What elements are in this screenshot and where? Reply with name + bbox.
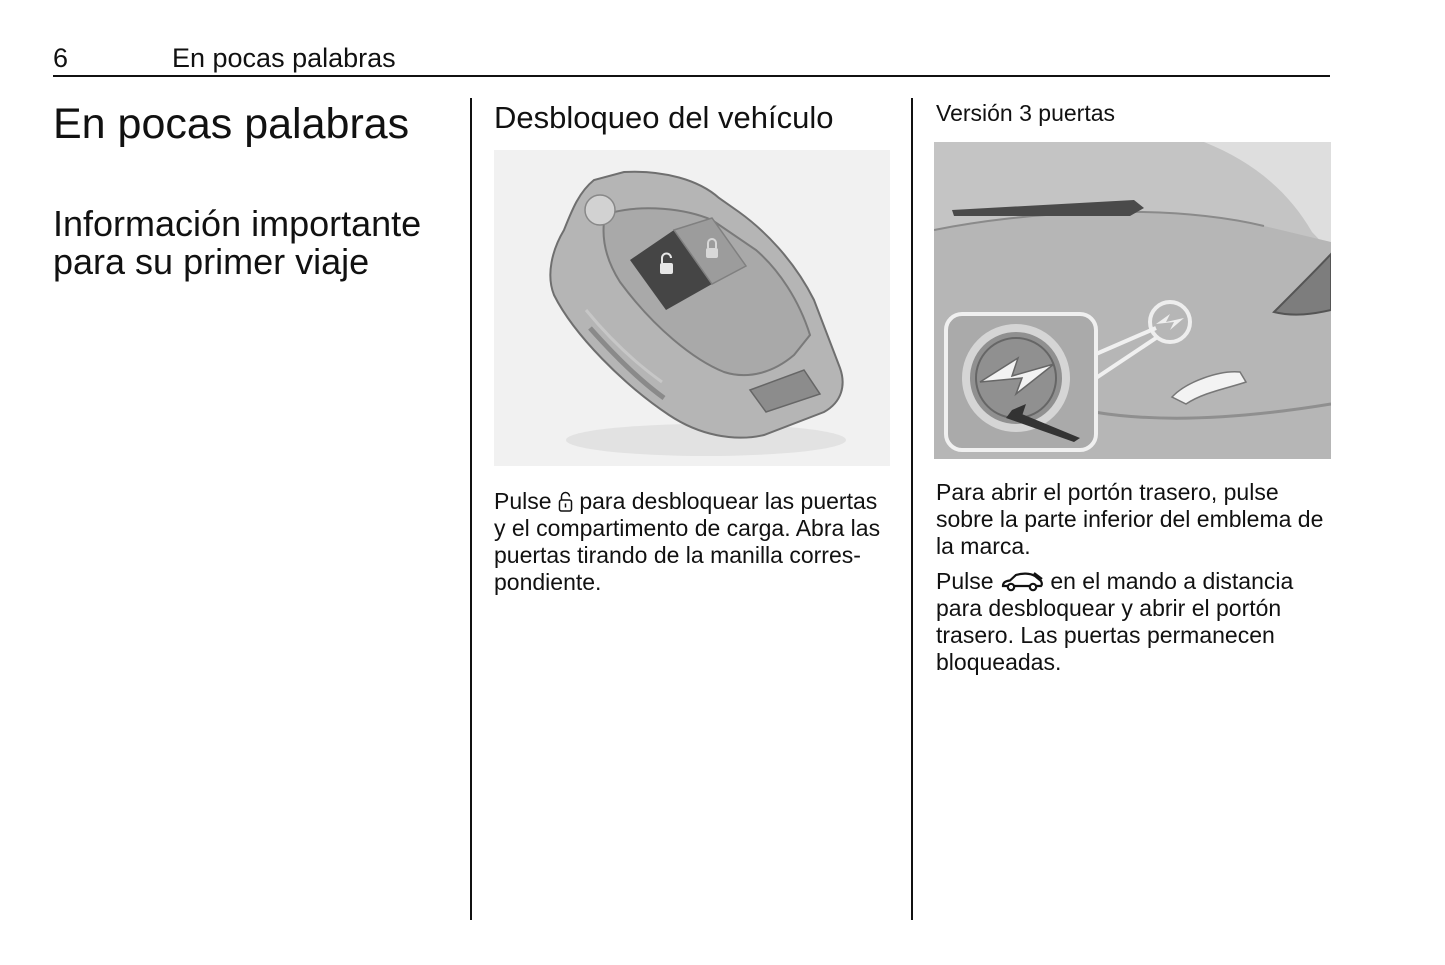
tailgate-illustration xyxy=(934,142,1331,459)
column-divider-right xyxy=(911,98,913,920)
tailgate-instructions: Para abrir el portón trasero, pulse sobre la parte inferior del emblema de la marca. xyxy=(936,479,1324,559)
remote-text-before: Pulse xyxy=(936,568,1000,594)
unlock-icon xyxy=(558,491,573,513)
chapter-title: En pocas palabras xyxy=(53,100,410,148)
column-divider-left xyxy=(470,98,472,920)
subsection-title: Desbloqueo del vehículo xyxy=(494,100,834,135)
unlock-instructions xyxy=(494,488,894,596)
figure-caption: Versión 3 puertas xyxy=(936,100,1116,126)
running-header: En pocas palabras xyxy=(172,43,396,73)
header-rule xyxy=(53,75,1330,77)
section-title: Información importante para su primer viaje xyxy=(53,203,422,282)
car-tailgate-icon xyxy=(1000,571,1044,593)
unlock-text-before: Pulse xyxy=(494,488,558,514)
remote-text-after: en el mando a distancia para desbloquear y abrir el portón trasero. Las puertas permanecen bloqueadas. xyxy=(936,568,1294,675)
remote-tailgate-instructions xyxy=(936,568,1336,676)
unlock-text-after: para desbloquear las puertas y el compartimento de carga. Abra las puertas tirando de la manilla corres-pondiente. xyxy=(494,488,881,595)
page-number: 6 xyxy=(53,43,69,73)
key-fob-illustration xyxy=(494,150,890,466)
